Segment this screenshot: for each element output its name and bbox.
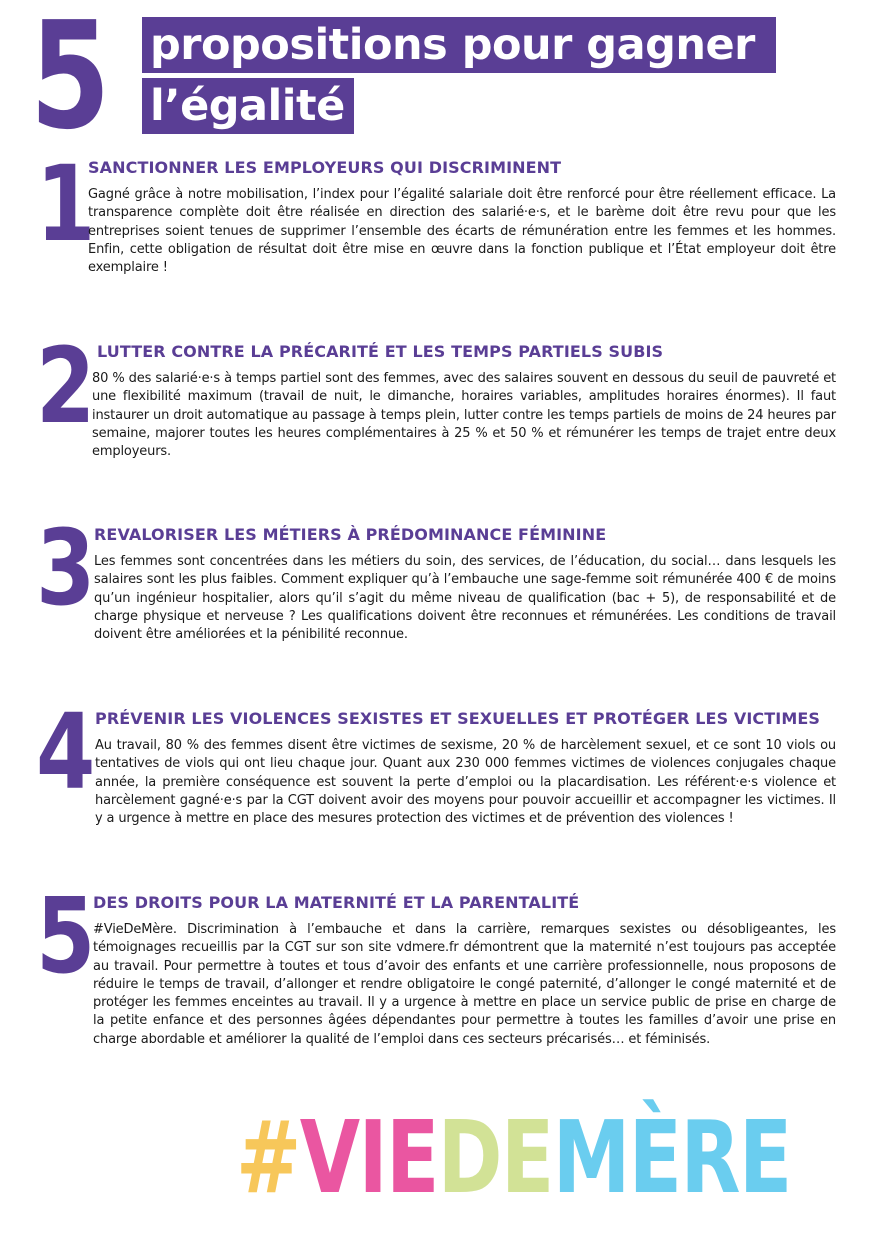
proposal-body: Au travail, 80 % des femmes disent être victimes de sexisme, 20 % de harcèlement sexuel, et ce sont 10 viols ou tentatives de viols qui ont lieu chaque jour. Quant aux 230 000 femmes victimes de violences conjugales chaque année, la première conséquence est souvent la perte d’emploi ou la placardisation. Les référent·e·s violence et harcèlement gagné·e·s par la CGT doivent avoir des moyens pour pouvoir accueillir et accompagner les victimes. Il y a urgence à mettre en place des mesures protection des victimes et de prévention des violences ! (95, 738, 836, 827)
proposal-body: #VieDeMère. Discrimination à l’embauche et dans la carrière, remarques sexistes ou désobligeantes, les témoignages recueillis par la CGT sur son site vdmere.fr démontrent que la maternité n’est toujours pas acceptée au travail. Pour permettre à toutes et tous d’avoir des enfants et une carrière professionnelle, nous proposons de réduire le temps de travail, d’allonger et rendre obligatoire le congé paternité, d’allonger le congé maternité et de protéger les femmes enceintes au travail. Il y a urgence à mettre en place un service public de prise en charge de la petite enfance et des personnes âgées dépendantes pour permettre à toutes les familles d’avoir une prise en charge abordable et améliorer la qualité de l’emploi dans ces secteurs précarisés… et féminisés. (93, 922, 836, 1047)
proposal-number: 5 (36, 875, 96, 997)
logo-part-vie: VIE (299, 1099, 438, 1216)
proposal-number: 1 (36, 143, 96, 265)
page-title-line-2: l’égalité (142, 78, 354, 134)
logo-part-mere: MÈRE (552, 1099, 791, 1216)
proposal-title: REVALORISER LES MÉTIERS À PRÉDOMINANCE FÉMININE (94, 525, 607, 544)
proposal-body: Les femmes sont concentrées dans les métiers du soin, des services, de l’éducation, du social… dans lesquels les salaires sont les plus faibles. Comment expliquer qu’à l’embauche une sage-femme soit rémunérée 400 € de moins qu’un ingénieur hospitalier, alors qu’il s’agit du même niveau de qualification (bac + 5), de responsabilité et de charge physique et nerveuse ? Les qualifications doivent être reconnues et rémunérées. Les conditions de travail doivent être améliorées et la pénibilité reconnue. (94, 554, 836, 643)
viedemere-logo (236, 1099, 791, 1216)
proposal-body: Gagné grâce à notre mobilisation, l’index pour l’égalité salariale doit être renforcé pour être réellement efficace. La transparence complète doit être réalisée en direction des salarié·e·s, et le barème doit être revu pour que les entreprises soient tenues de supprimer l’ensemble des écarts de rémunération entre les femmes et les hommes. Enfin, cette obligation de résultat doit être mise en œuvre dans la fonction publique et l’État employeur doit être exemplaire ! (88, 187, 836, 276)
logo-part-de: DE (437, 1099, 553, 1216)
page-title-line-1: propositions pour gagner (142, 17, 776, 73)
proposal-title: PRÉVENIR LES VIOLENCES SEXISTES ET SEXUELLES ET PROTÉGER LES VICTIMES (95, 709, 821, 728)
header-number: 5 (30, 0, 108, 162)
proposal-title: DES DROITS POUR LA MATERNITÉ ET LA PARENTALITÉ (93, 893, 580, 912)
proposal-title: LUTTER CONTRE LA PRÉCARITÉ ET LES TEMPS PARTIELS SUBIS (97, 342, 664, 361)
proposal-number: 3 (36, 507, 96, 629)
proposal-body: 80 % des salarié·e·s à temps partiel sont des femmes, avec des salaires souvent en dessous du seuil de pauvreté et une flexibilité maximum (travail de nuit, le dimanche, horaires variables, amplitudes horaires énormes). Il faut instaurer un droit automatique au passage à temps plein, lutter contre les temps partiels de moins de 24 heures par semaine, majorer toutes les heures complémentaires à 25 % et 50 % et rémunérer les temps de trajet entre deux employeurs. (92, 371, 836, 460)
proposal-title: SANCTIONNER LES EMPLOYEURS QUI DISCRIMINENT (88, 158, 562, 177)
logo-part-hash: # (236, 1099, 300, 1216)
proposal-number: 4 (36, 691, 96, 813)
proposal-number: 2 (36, 325, 96, 447)
